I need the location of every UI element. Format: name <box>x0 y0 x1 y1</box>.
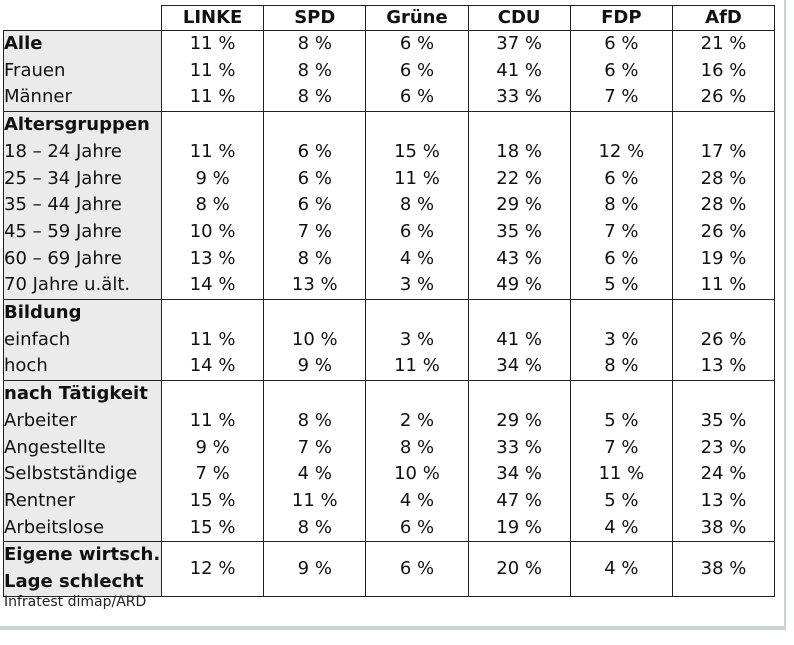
value-cell: 13 % <box>672 353 774 380</box>
row-label: Arbeitslose <box>4 515 162 542</box>
value-cell: 47 % <box>468 488 570 515</box>
value-cell: 33 % <box>468 84 570 111</box>
table-row <box>4 84 775 111</box>
empty-cell <box>468 300 570 327</box>
empty-cell <box>672 112 774 139</box>
value-cell: 6 % <box>366 31 468 58</box>
empty-cell <box>366 300 468 327</box>
table-row <box>4 461 775 488</box>
value-cell: 17 % <box>672 139 774 166</box>
value-cell: 11 % <box>672 272 774 299</box>
col-header-fdp: FDP <box>570 6 672 31</box>
value-cell: 4 % <box>366 488 468 515</box>
value-cell: 28 % <box>672 166 774 193</box>
empty-cell <box>264 300 366 327</box>
value-cell: 10 % <box>162 219 264 246</box>
value-cell: 43 % <box>468 246 570 273</box>
table-row <box>4 435 775 462</box>
value-cell: 9 % <box>264 353 366 380</box>
table-row <box>4 246 775 273</box>
group-title-row <box>4 112 775 139</box>
value-cell: 38 % <box>672 515 774 542</box>
value-cell: 11 % <box>162 31 264 58</box>
empty-cell <box>366 381 468 408</box>
value-cell: 5 % <box>570 272 672 299</box>
row-label: 45 – 59 Jahre <box>4 219 162 246</box>
table-row <box>4 353 775 380</box>
empty-cell <box>366 112 468 139</box>
table-row <box>4 327 775 354</box>
empty-cell <box>162 112 264 139</box>
value-cell: 16 % <box>672 58 774 85</box>
value-cell: 21 % <box>672 31 774 58</box>
value-cell: 8 % <box>264 31 366 58</box>
value-cell: 24 % <box>672 461 774 488</box>
value-cell: 8 % <box>366 435 468 462</box>
group-title-row <box>4 381 775 408</box>
value-cell: 3 % <box>366 327 468 354</box>
value-cell: 9 % <box>162 435 264 462</box>
final-row <box>4 542 775 596</box>
value-cell: 19 % <box>468 515 570 542</box>
value-cell: 7 % <box>264 219 366 246</box>
table-row <box>4 408 775 435</box>
value-cell: 23 % <box>672 435 774 462</box>
value-cell: 13 % <box>672 488 774 515</box>
row-label: Rentner <box>4 488 162 515</box>
col-header-gruene: Grüne <box>366 6 468 31</box>
value-cell: 35 % <box>672 408 774 435</box>
poll-table <box>3 5 775 597</box>
empty-cell <box>468 112 570 139</box>
table-row <box>4 272 775 299</box>
empty-cell <box>264 381 366 408</box>
value-cell: 26 % <box>672 219 774 246</box>
value-cell: 4 % <box>366 246 468 273</box>
value-cell: 4 % <box>570 542 672 596</box>
value-cell: 8 % <box>264 515 366 542</box>
value-cell: 37 % <box>468 31 570 58</box>
header-row <box>4 6 775 31</box>
col-header-afd: AfD <box>672 6 774 31</box>
value-cell: 26 % <box>672 84 774 111</box>
col-header-cdu: CDU <box>468 6 570 31</box>
row-label: 18 – 24 Jahre <box>4 139 162 166</box>
empty-cell <box>570 381 672 408</box>
table-row <box>4 515 775 542</box>
table-row <box>4 488 775 515</box>
value-cell: 9 % <box>162 166 264 193</box>
value-cell: 26 % <box>672 327 774 354</box>
table-row <box>4 166 775 193</box>
value-cell: 35 % <box>468 219 570 246</box>
col-header-linke: LINKE <box>162 6 264 31</box>
value-cell: 13 % <box>162 246 264 273</box>
value-cell: 10 % <box>366 461 468 488</box>
group-title-row <box>4 31 775 58</box>
value-cell: 8 % <box>264 84 366 111</box>
value-cell: 11 % <box>366 353 468 380</box>
group-title: Bildung <box>4 300 162 327</box>
table-row <box>4 58 775 85</box>
table-row <box>4 139 775 166</box>
value-cell: 41 % <box>468 58 570 85</box>
value-cell: 29 % <box>468 408 570 435</box>
value-cell: 6 % <box>570 166 672 193</box>
value-cell: 13 % <box>264 272 366 299</box>
value-cell: 6 % <box>570 246 672 273</box>
value-cell: 38 % <box>672 542 774 596</box>
value-cell: 7 % <box>570 84 672 111</box>
value-cell: 6 % <box>366 84 468 111</box>
group-title: nach Tätigkeit <box>4 381 162 408</box>
value-cell: 6 % <box>366 219 468 246</box>
group-title: Alle <box>4 31 162 58</box>
value-cell: 14 % <box>162 353 264 380</box>
table-row <box>4 219 775 246</box>
value-cell: 11 % <box>264 488 366 515</box>
value-cell: 8 % <box>570 192 672 219</box>
value-cell: 19 % <box>672 246 774 273</box>
row-label: 35 – 44 Jahre <box>4 192 162 219</box>
value-cell: 29 % <box>468 192 570 219</box>
value-cell: 11 % <box>162 58 264 85</box>
empty-cell <box>570 300 672 327</box>
value-cell: 15 % <box>366 139 468 166</box>
empty-cell <box>672 381 774 408</box>
value-cell: 8 % <box>264 408 366 435</box>
row-label: Angestellte <box>4 435 162 462</box>
value-cell: 34 % <box>468 461 570 488</box>
value-cell: 10 % <box>264 327 366 354</box>
final-label-line2: Lage schlecht <box>4 571 144 593</box>
value-cell: 7 % <box>570 435 672 462</box>
source-note: Infratest dimap/ARD <box>4 594 147 610</box>
empty-cell <box>264 112 366 139</box>
value-cell: 49 % <box>468 272 570 299</box>
value-cell: 8 % <box>264 58 366 85</box>
value-cell: 11 % <box>570 461 672 488</box>
value-cell: 2 % <box>366 408 468 435</box>
value-cell: 14 % <box>162 272 264 299</box>
value-cell: 33 % <box>468 435 570 462</box>
value-cell: 6 % <box>264 139 366 166</box>
value-cell: 6 % <box>264 192 366 219</box>
group-title: Altersgruppen <box>4 112 162 139</box>
value-cell: 3 % <box>570 327 672 354</box>
row-label: 60 – 69 Jahre <box>4 246 162 273</box>
value-cell: 12 % <box>570 139 672 166</box>
value-cell: 11 % <box>162 84 264 111</box>
value-cell: 15 % <box>162 515 264 542</box>
value-cell: 7 % <box>570 219 672 246</box>
value-cell: 6 % <box>366 58 468 85</box>
group-title-row <box>4 300 775 327</box>
value-cell: 4 % <box>264 461 366 488</box>
value-cell: 41 % <box>468 327 570 354</box>
value-cell: 6 % <box>366 515 468 542</box>
final-row-label <box>4 542 162 596</box>
row-label: 25 – 34 Jahre <box>4 166 162 193</box>
value-cell: 6 % <box>264 166 366 193</box>
row-label: Arbeiter <box>4 408 162 435</box>
value-cell: 20 % <box>468 542 570 596</box>
row-label: hoch <box>4 353 162 380</box>
empty-cell <box>570 112 672 139</box>
value-cell: 6 % <box>570 31 672 58</box>
value-cell: 7 % <box>162 461 264 488</box>
value-cell: 4 % <box>570 515 672 542</box>
empty-cell <box>672 300 774 327</box>
empty-cell <box>162 300 264 327</box>
value-cell: 22 % <box>468 166 570 193</box>
col-header-spd: SPD <box>264 6 366 31</box>
row-label: Frauen <box>4 58 162 85</box>
value-cell: 11 % <box>366 166 468 193</box>
value-cell: 3 % <box>366 272 468 299</box>
value-cell: 7 % <box>264 435 366 462</box>
value-cell: 9 % <box>264 542 366 596</box>
value-cell: 5 % <box>570 408 672 435</box>
table-row <box>4 192 775 219</box>
value-cell: 28 % <box>672 192 774 219</box>
empty-cell <box>162 381 264 408</box>
value-cell: 12 % <box>162 542 264 596</box>
row-label: einfach <box>4 327 162 354</box>
value-cell: 11 % <box>162 327 264 354</box>
row-label: 70 Jahre u.ält. <box>4 272 162 299</box>
value-cell: 5 % <box>570 488 672 515</box>
value-cell: 15 % <box>162 488 264 515</box>
value-cell: 8 % <box>162 192 264 219</box>
final-label-line1: Eigene wirtsch. <box>4 544 161 566</box>
empty-cell <box>468 381 570 408</box>
value-cell: 34 % <box>468 353 570 380</box>
value-cell: 8 % <box>366 192 468 219</box>
row-label: Männer <box>4 84 162 111</box>
value-cell: 8 % <box>264 246 366 273</box>
row-label: Selbstständige <box>4 461 162 488</box>
value-cell: 18 % <box>468 139 570 166</box>
value-cell: 6 % <box>570 58 672 85</box>
value-cell: 6 % <box>366 542 468 596</box>
value-cell: 11 % <box>162 139 264 166</box>
value-cell: 8 % <box>570 353 672 380</box>
value-cell: 11 % <box>162 408 264 435</box>
corner-cell <box>4 6 162 31</box>
